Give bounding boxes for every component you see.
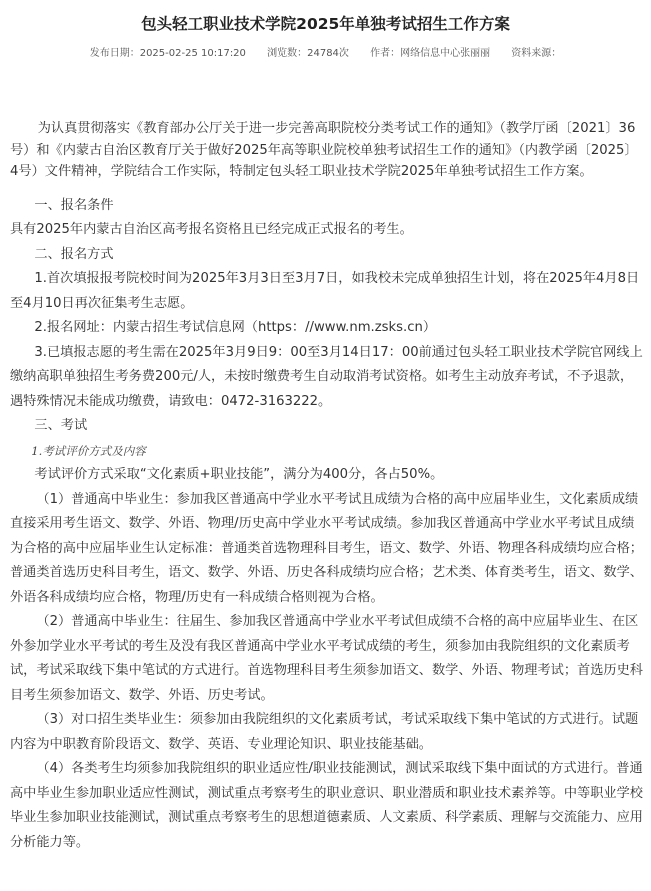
section-3-paragraph-3: （3）对口招生类毕业生：须参加由我院组织的文化素质考试，考试采取线下集中笔试的方式进行。试题内容为中职教育阶段语文、数学、英语、专业理论知识、职业技能基础。 [10, 712, 639, 752]
article-meta [0, 44, 651, 59]
author: 作者：网络信息中心张丽丽 [370, 48, 491, 59]
section-3-evaluation: 考试评价方式采取“文化素质+职业技能”，满分为400分，各占50%。 [34, 467, 444, 482]
publish-date: 发布日期：2025-02-25 10:17:20 [89, 48, 246, 59]
section-heading-2: 二、报名方式 [34, 246, 114, 262]
section-3-paragraph-2: （2）普通高中毕业生：往届生、参加我区普通高中学业水平考试但成绩不合格的高中应届毕业生、在区外参加学业水平考试的考生及没有我区普通高中学业水平考试成绩的考生，须参加由我院组织的文化素质考试，考试采取线下集中笔试的方式进行。首选物理科目考生须参加语文、数学、外语、物理考试；首选历史科目考生须参加语文、数学、外语、历史考试。 [10, 614, 643, 703]
section-2-item-2: 2.报名网址：内蒙古招生考试信息网（https：//www.nm.zsks.cn） [34, 320, 437, 335]
section-3-paragraph-1: （1）普通高中毕业生：参加我区普通高中学业水平考试且成绩为合格的高中应届毕业生，文化素质成绩直接采用考生语文、数学、外语、物理/历史高中学业水平考试成绩。参加我区普通高中学业水平考试且成绩为合格的高中应届毕业生认定标准：普通类首选物理科目考生，语文、数学、外语、物理各科成绩均应合格；普通类首选历史科目考生，语文、数学、外语、历史各科成绩均应合格；艺术类、体育类考生，语文、数学、外语各科成绩均应合格，物理/历史有一科成绩合格则视为合格。 [10, 491, 643, 605]
source: 资料来源： [511, 48, 562, 59]
intro-paragraph: 为认真贯彻落实《教育部办公厅关于进一步完善高职院校分类考试工作的通知》（教学厅函〔2021〕36号）和《内蒙古自治区教育厅关于做好2025年高等职业院校单独考试招生工作的通知》（内教学函〔2025〕4号）文件精神，学院结合工作实际，特制定包头轻工职业技术学院2025年单独考试招生工作方案。 [10, 121, 638, 179]
view-count: 浏览数：24784次 [267, 48, 349, 59]
section-heading-1: 一、报名条件 [34, 197, 114, 213]
section-2-item-3: 3.已填报志愿的考生需在2025年3月9日9：00至3月14日17：00前通过包头轻工职业技术学院官网线上缴纳高职单独招生考务费200元/人，未按时缴费考生自动取消考试资格。如考生主动放弃考试，不予退款，遇特殊情况未能成功缴费，请致电：0472-3163222。 [10, 344, 643, 409]
section-3-paragraph-4: （4）各类考生均须参加我院组织的职业适应性/职业技能测试，测试采取线下集中面试的方式进行。普通高中毕业生参加职业适应性测试，测试重点考察考生的职业意识、职业潜质和职业技术素养等。中等职业学校毕业生参加职业技能测试，测试重点考察考生的思想道德素质、人文素质、科学素质、理解与交流能力、应用分析能力等。 [10, 761, 643, 850]
article-body [10, 118, 643, 855]
article-title: 包头轻工职业技术学院2025年单独考试招生工作方案 [141, 15, 510, 33]
section-1-text: 具有2025年内蒙古自治区高考报名资格且已经完成正式报名的考生。 [10, 222, 413, 237]
section-3-subheading: 1.考试评价方式及内容 [31, 443, 146, 458]
section-2-item-1: 1.首次填报报考院校时间为2025年3月3日至3月7日，如我校未完成单独招生计划，将在2025年4月8日至4月10日再次征集考生志愿。 [10, 271, 640, 311]
section-heading-3: 三、考试 [34, 418, 88, 433]
